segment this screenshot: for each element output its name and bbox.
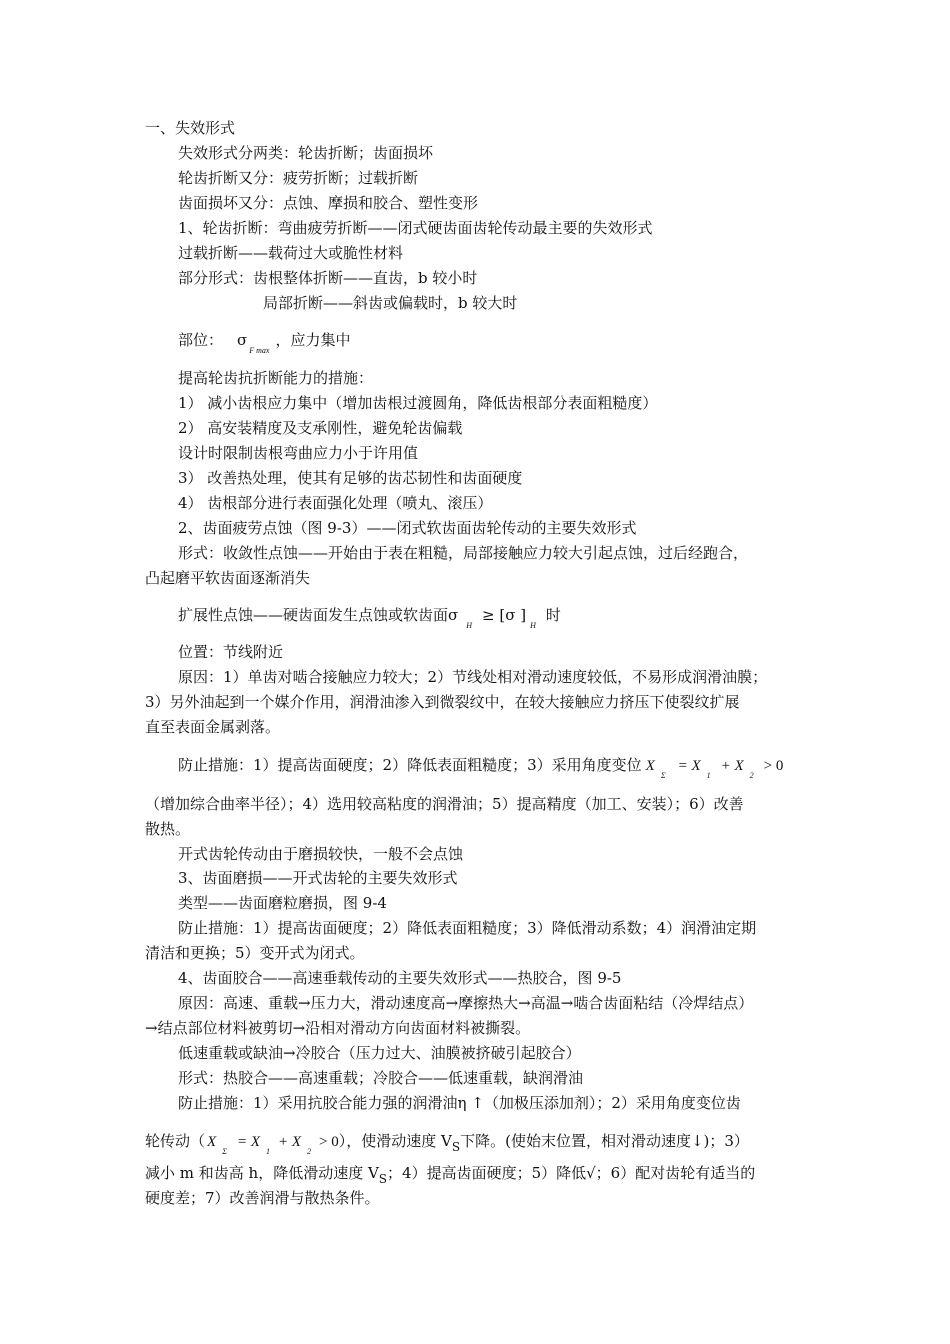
s4-prevention-line-3: [145, 1163, 755, 1184]
s4-reason-line-1: 原因：高速、重载→压力大，滑动速度高→摩擦热大→高温→啮合齿面粘结（冷焊结点）: [178, 994, 754, 1012]
x1-subscript: 1: [706, 771, 711, 780]
s4-prevention-line-1: 防止措施：1）采用抗胶合能力强的润滑油η ↑（加极压添加剂）；2）采用角度变位齿: [178, 1094, 741, 1112]
s2-expansive-tail: 时: [545, 606, 561, 624]
s2-form-line-2: 凸起磨平软齿面逐渐消失: [145, 569, 311, 587]
s4-x1-subscript: 1: [266, 1147, 270, 1156]
s2-title: 2、齿面疲劳点蚀（图 9-3）——闭式软齿面齿轮传动的主要失效形式: [178, 519, 637, 537]
intro-line-3: 齿面损坏又分：点蚀、摩损和胶合、塑性变形: [178, 194, 479, 212]
s1-position-tail: ，应力集中: [275, 331, 351, 349]
s1-title: 1、轮齿折断：弯曲疲劳折断——闭式硬齿面齿轮传动最主要的失效形式: [178, 219, 653, 237]
s2-position: 位置：节线附近: [178, 643, 284, 661]
s1-measure-3: 3） 改善热处理，使其有足够的齿芯韧性和齿面硬度: [178, 469, 523, 487]
s4-greater-than-zero: > 0: [319, 1134, 339, 1150]
s1-design-note: 设计时限制齿根弯曲应力小于许用值: [178, 444, 419, 462]
sigma-symbol: σ: [237, 331, 248, 349]
s1-measure-2: 2） 高安装精度及支承刚性，避免轮齿偏载: [178, 419, 463, 437]
x-sum-symbol: X: [645, 758, 655, 774]
s1-measures-heading: 提高轮齿抗折断能力的措施：: [178, 369, 374, 387]
intro-line-2: 轮齿折断又分：疲劳折断；过载折断: [178, 169, 419, 187]
s2-prevention-line-1: [178, 755, 783, 778]
allowable-stress: ≥ [σ ]: [482, 606, 527, 624]
s1-forms: 部分形式：齿根整体折断——直齿，b 较小时: [178, 269, 478, 287]
s4-prevention-line-4: 硬度差；7）改善润滑与散热条件。: [145, 1189, 380, 1207]
s4-x1-symbol: = X: [236, 1134, 260, 1150]
vs-subscript: S: [451, 1140, 461, 1154]
section-heading: 一、失效形式: [145, 119, 236, 137]
s2-reason-line-1: 原因：1）单齿对啮合接触应力较大；2）节线处相对滑动速度较低，不易形成润滑油膜；: [178, 668, 768, 686]
s2-reason-line-3: 直至表面金属剥落。: [145, 718, 281, 736]
s4-x-sum-subscript: Σ: [222, 1147, 227, 1156]
s1-forms-local: 局部折断——斜齿或偏载时，b 较大时: [263, 294, 518, 312]
s4-cold-gluing: 低速重载或缺油→冷胶合（压力过大、油膜被挤破引起胶合）: [178, 1044, 581, 1062]
s4-prev-c-tail: ；4）提高齿面硬度；5）降低√；6）配对齿轮有适当的: [387, 1164, 756, 1182]
vs-subscript-2: S: [378, 1172, 388, 1186]
s2-open-gear-note: 开式齿轮传动由于磨损较快，一般不会点蚀: [178, 845, 464, 863]
s1-position-label: 部位：: [178, 331, 224, 349]
s3-prevention-line-1: 防止措施：1）提高齿面硬度；2）降低表面粗糙度；3）降低滑动系数；4）润滑油定期: [178, 919, 757, 937]
s4-prev-tail: 下降。(使始末位置，相对滑动速度↓)；3）: [460, 1132, 749, 1150]
s2-prevention-line-2: （增加综合曲率半径）；4）选用较高粘度的润滑油；5）提高精度（加工、安装）；6）改善: [145, 795, 744, 813]
allowable-stress-subscript: H: [530, 621, 536, 630]
s4-prev-head: 轮传动（: [145, 1132, 206, 1150]
s3-type: 类型——齿面磨粒磨损，图 9-4: [178, 894, 387, 912]
sigma-subscript: F max: [249, 346, 270, 355]
x1-symbol: = X: [677, 758, 701, 774]
s2-prevention-line-3: 散热。: [145, 820, 191, 838]
sigma-h-symbol: σ: [448, 606, 459, 624]
s4-prev-mid: ），使滑动速度 V: [338, 1132, 452, 1150]
s4-x-sum-symbol: X: [207, 1134, 217, 1150]
greater-than-zero: > 0: [763, 758, 784, 774]
s2-reason-line-2: 3）另外油起到一个媒介作用，润滑油渗入到微裂纹中，在较大接触应力挤压下使裂纹扩展: [145, 693, 740, 711]
s1-measure-4: 4） 齿根部分进行表面强化处理（喷丸、滚压）: [178, 494, 493, 512]
s2-expansive-text: 扩展性点蚀——硬齿面发生点蚀或软齿面: [178, 606, 449, 624]
s4-title: 4、齿面胶合——高速垂载传动的主要失效形式——热胶合，图 9-5: [178, 969, 622, 987]
s4-forms: 形式：热胶合——高速重载；冷胶合——低速重载，缺润滑油: [178, 1069, 584, 1087]
s1-position: [178, 330, 351, 353]
s4-prev-c-head: 减小 m 和齿高 h，降低滑动速度 V: [145, 1164, 379, 1182]
s3-prevention-line-2: 清洁和更换；5）变开式为闭式。: [145, 944, 365, 962]
x2-symbol: + X: [720, 758, 744, 774]
s2-prevention-text: 防止措施：1）提高齿面硬度；2）降低表面粗糙度；3）采用角度变位: [178, 756, 642, 774]
s4-prevention-line-2: [145, 1131, 749, 1154]
x2-subscript: 2: [749, 771, 754, 780]
x-sum-subscript: Σ: [660, 771, 666, 780]
s1-overload: 过载折断——载荷过大或脆性材料: [178, 244, 404, 262]
s4-x2-symbol: + X: [278, 1134, 302, 1150]
s2-form-line-1: 形式：收敛性点蚀——开始由于表在粗糙，局部接触应力较大引起点蚀，过后经跑合，: [178, 544, 749, 562]
s4-x2-subscript: 2: [307, 1147, 312, 1156]
s2-expansive-pitting: [178, 605, 561, 628]
s4-reason-line-2: →结点部位材料被剪切→沿相对滑动方向齿面材料被撕裂。: [145, 1019, 531, 1037]
sigma-h-subscript: H: [466, 621, 473, 630]
s3-title: 3、齿面磨损——开式齿轮的主要失效形式: [178, 869, 458, 887]
intro-line-1: 失效形式分两类：轮齿折断；齿面损坏: [178, 144, 434, 162]
s1-measure-1: 1） 减小齿根应力集中（增加齿根过渡圆角，降低齿根部分表面粗糙度）: [178, 394, 658, 412]
